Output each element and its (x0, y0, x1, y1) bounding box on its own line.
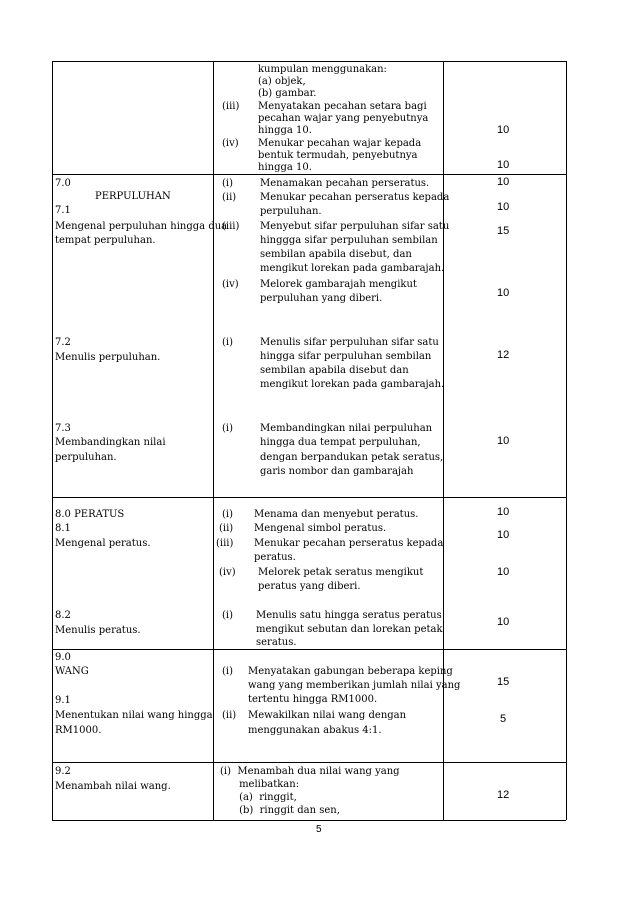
column-divider (443, 61, 444, 820)
objective-number: (iv) (222, 279, 239, 290)
subtopic-title: Mengenal perpuluhan hingga dua (55, 221, 228, 232)
objective-number: (i) (222, 423, 234, 434)
objective-text: garis nombor dan gambarajah (260, 466, 414, 477)
objective-text: Melorek petak seratus mengikut (258, 567, 424, 578)
period-count: 15 (497, 676, 510, 688)
subtopic-number: 7.2 (55, 337, 71, 348)
table-border-right (566, 61, 567, 820)
objective-text: Menulis satu hingga seratus peratus (256, 610, 442, 621)
objective-text: perpuluhan. (260, 206, 322, 217)
subtopic-title: RM1000. (55, 725, 102, 736)
period-count: 10 (497, 287, 510, 299)
objective-text: sembilan apabila disebut, dan (260, 249, 412, 260)
period-count: 15 (497, 225, 510, 237)
objective-text: Menulis sifar perpuluhan sifar satu (260, 337, 439, 348)
topic-number: 9.0 (55, 652, 71, 663)
objective-text: sembilan apabila disebut dan (260, 365, 409, 376)
page-number: 5 (316, 824, 322, 835)
objective-number: (i) (222, 178, 234, 189)
table-border-bottom (52, 820, 566, 821)
objective-text: Menukar pecahan perseratus kepada (260, 192, 450, 203)
objective-text: Menyatakan pecahan setara bagi (258, 101, 427, 112)
objective-text: Menyebut sifar perpuluhan sifar satu (260, 221, 450, 232)
subtopic-title: Menulis perpuluhan. (55, 352, 161, 363)
subtopic-title: Mengenal peratus. (55, 538, 151, 549)
objective-text: Menukar pecahan perseratus kepada (254, 538, 444, 549)
objective-text: hingga dua tempat perpuluhan, (260, 437, 421, 448)
period-count: 10 (497, 124, 510, 136)
period-count: 10 (497, 529, 510, 541)
objective-number: (iii) (222, 101, 240, 112)
objective-text: hinggga sifar perpuluhan sembilan (260, 235, 438, 246)
objective-text: melibatkan: (220, 779, 300, 790)
topic-title: 8.0 PERATUS (55, 509, 125, 520)
objective-text: Menama dan menyebut peratus. (254, 509, 419, 520)
objective-text: tertentu hingga RM1000. (248, 694, 378, 705)
objective-text: (a) ringgit, (220, 792, 297, 803)
objective-text: Menamakan pecahan perseratus. (260, 178, 430, 189)
objective-text: Mewakilkan nilai wang dengan (248, 710, 407, 721)
objective-text: seratus. (256, 637, 297, 648)
period-count: 12 (497, 349, 510, 361)
subtopic-title: Membandingkan nilai (55, 437, 166, 448)
period-count: 10 (497, 435, 510, 447)
objective-number: (iv) (219, 567, 236, 578)
objective-text: (a) objek, (258, 76, 306, 87)
objective-text: menggunakan abakus 4:1. (248, 725, 382, 736)
subtopic-title: tempat perpuluhan. (55, 235, 156, 246)
period-count: 10 (497, 616, 510, 628)
objective-text: peratus. (254, 552, 296, 563)
topic-title: WANG (55, 666, 89, 677)
objective-text: (b) ringgit dan sen, (220, 805, 340, 816)
subtopic-number: 7.1 (55, 205, 71, 216)
column-divider (213, 61, 214, 820)
objective-text: Mengenal simbol peratus. (254, 523, 387, 534)
period-count: 10 (497, 201, 510, 213)
objective-number: (i) (222, 509, 234, 520)
subtopic-title: perpuluhan. (55, 452, 117, 463)
row-divider (52, 762, 566, 763)
period-count: 10 (497, 159, 510, 171)
objective-text: peratus yang diberi. (258, 581, 361, 592)
objective-text: (b) gambar. (258, 88, 317, 99)
period-count: 12 (497, 789, 510, 801)
subtopic-number: 7.3 (55, 423, 71, 434)
objective-text: Melorek gambarajah mengikut (260, 279, 417, 290)
objective-text: hingga 10. (258, 162, 312, 173)
row-divider (52, 497, 566, 498)
objective-text: pecahan wajar yang penyebutnya (258, 113, 429, 124)
objective-number: (i) (222, 666, 234, 677)
subtopic-number: 8.2 (55, 610, 71, 621)
objective-number: (i) (222, 610, 234, 621)
objective-number: (iii) (216, 538, 234, 549)
period-count: 10 (497, 506, 510, 518)
subtopic-title: Menulis peratus. (55, 625, 141, 636)
objective-text: (i) Menambah dua nilai wang yang (220, 766, 400, 777)
subtopic-number: 9.1 (55, 695, 71, 706)
objective-text: mengikut sebutan dan lorekan petak (256, 624, 443, 635)
objective-number: (ii) (222, 710, 237, 721)
objective-text: hingga 10. (258, 125, 312, 136)
subtopic-title: Menambah nilai wang. (55, 781, 171, 792)
period-count: 5 (500, 713, 507, 725)
subtopic-number: 8.1 (55, 523, 71, 534)
objective-number: (ii) (219, 523, 234, 534)
objective-text: Menukar pecahan wajar kepada (258, 138, 422, 149)
subtopic-title: Menentukan nilai wang hingga (55, 710, 213, 721)
row-divider (52, 649, 566, 650)
topic-title: PERPULUHAN (95, 191, 171, 202)
objective-number: (ii) (222, 192, 237, 203)
objective-number: (iv) (222, 138, 239, 149)
period-count: 10 (497, 566, 510, 578)
table-border-left (52, 61, 53, 820)
subtopic-number: 9.2 (55, 766, 71, 777)
row-divider (52, 174, 566, 175)
objective-text: dengan berpandukan petak seratus, (260, 452, 444, 463)
objective-text: hingga sifar perpuluhan sembilan (260, 351, 432, 362)
objective-text: mengikut lorekan pada gambarajah. (260, 263, 445, 274)
table-border-top (52, 61, 566, 62)
objective-text: wang yang memberikan jumlah nilai yang (248, 680, 461, 691)
period-count: 10 (497, 176, 510, 188)
objective-number: (iii) (222, 221, 240, 232)
objective-text: bentuk termudah, penyebutnya (258, 150, 418, 161)
objective-text: Menyatakan gabungan beberapa keping (248, 666, 453, 677)
objective-text: mengikut lorekan pada gambarajah. (260, 379, 445, 390)
objective-number: (i) (222, 337, 234, 348)
topic-number: 7.0 (55, 178, 71, 189)
objective-text: perpuluhan yang diberi. (260, 293, 383, 304)
objective-text: kumpulan menggunakan: (258, 64, 387, 75)
objective-text: Membandingkan nilai perpuluhan (260, 423, 433, 434)
